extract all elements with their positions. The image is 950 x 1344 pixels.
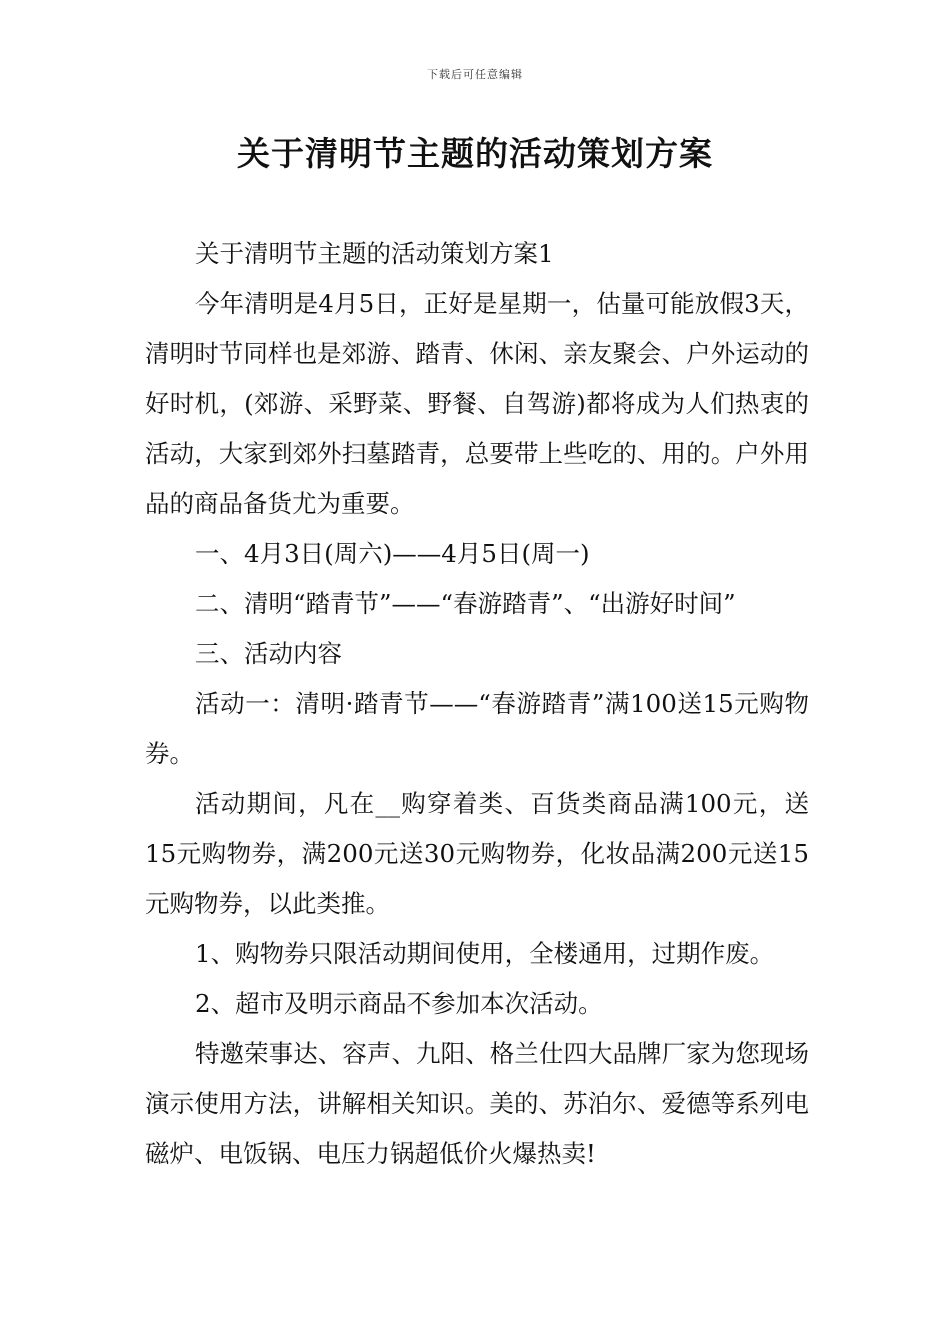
- paragraph-section-heading: 三、活动内容: [195, 639, 342, 668]
- document-body: [145, 229, 809, 1179]
- paragraph-rule-one: 1、购物券只限活动期间使用，全楼通用，过期作废。: [195, 939, 775, 968]
- paragraph-brands: 特邀荣事达、容声、九阳、格兰仕四大品牌厂家为您现场演示使用方法，讲解相关知识。美的、苏泊尔、爱德等系列电磁炉、电饭锅、电压力锅超低价火爆热卖!: [145, 1039, 809, 1168]
- paragraph-theme: 二、清明“踏青节”——“春游踏青”、“出游好时间”: [195, 589, 736, 618]
- paragraph-activity-details: 活动期间，凡在__购穿着类、百货类商品满100元，送15元购物券，满200元送30元购物券，化妆品满200元送15元购物券，以此类推。: [145, 789, 809, 918]
- paragraph-rule-two: 2、超市及明示商品不参加本次活动。: [195, 989, 603, 1018]
- paragraph-activity-one: 活动一：清明·踏青节——“春游踏青”满100送15元购物券。: [145, 689, 809, 768]
- document-title: 关于清明节主题的活动策划方案: [237, 134, 713, 173]
- paragraph-date-range: 一、4月3日(周六)——4月5日(周一): [195, 539, 590, 568]
- paragraph-intro: 今年清明是4月5日，正好是星期一，估量可能放假3天，清明时节同样也是郊游、踏青、休闲、亲友聚会、户外运动的好时机，(郊游、采野菜、野餐、自驾游)都将成为人们热衷的活动，大家到郊外扫墓踏青，总要带上些吃的、用的。户外用品的商品备货尤为重要。: [145, 289, 809, 518]
- header-note: 下载后可任意编辑: [427, 68, 523, 81]
- paragraph-subtitle: 关于清明节主题的活动策划方案1: [195, 239, 554, 268]
